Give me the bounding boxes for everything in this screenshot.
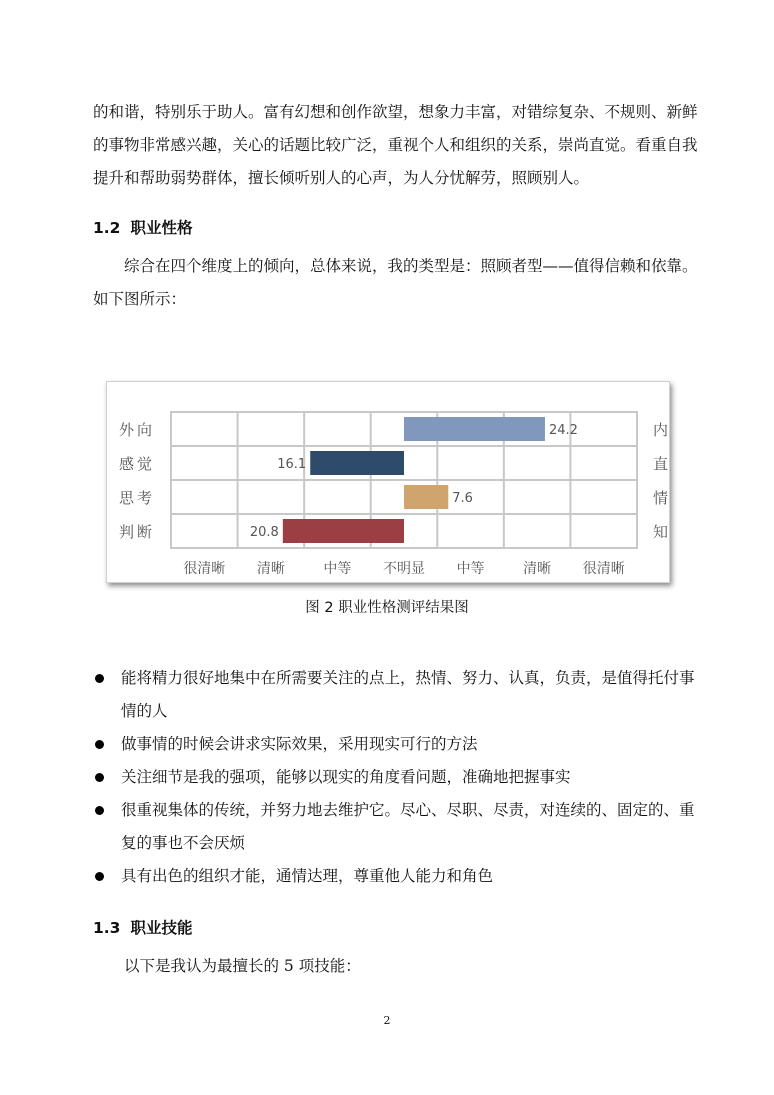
chart-right-category-label: 知 (653, 523, 669, 541)
chart-bar (283, 519, 404, 543)
chart-bar (404, 485, 448, 509)
chart-value-label: 24.2 (548, 423, 578, 438)
chart-x-tick-label: 清晰 (256, 561, 285, 577)
section-title: 职业技能 (130, 919, 193, 937)
chart-left-category-label: 外向 (119, 421, 156, 439)
chart-left-category-label: 思考 (119, 489, 156, 507)
chart-bar (404, 417, 545, 441)
chart-x-tick-label: 中等 (456, 561, 485, 577)
section-title: 职业性格 (130, 219, 193, 237)
section-number: 1.2 (93, 219, 121, 237)
skills-intro: 以下是我认为最擅长的 5 项技能： (124, 957, 361, 975)
section-number: 1.3 (93, 919, 121, 937)
page-number: 2 (383, 1014, 391, 1027)
summary-paragraph: 综合在四个维度上的倾向，总体来说，我的类型是：照顾者型——值得信赖和依靠。如下图所示： (93, 257, 698, 308)
bullet-item: 能将精力很好地集中在所需要关注的点上，热情、努力、认真，负责，是值得托付事情的人 (93, 662, 705, 728)
chart-x-tick-label: 很清晰 (183, 561, 226, 577)
personality-chart (106, 381, 670, 583)
trait-bullet-list (93, 662, 705, 893)
chart-left-category-label: 感觉 (119, 455, 156, 473)
chart-value-label: 16.1 (277, 457, 307, 472)
chart-x-tick-label: 清晰 (523, 561, 552, 577)
section-heading-1-2 (93, 216, 192, 238)
chart-left-category-label: 判断 (119, 523, 156, 541)
chart-value-label: 7.6 (452, 491, 473, 506)
bullet-item: 做事情的时候会讲求实际效果，采用现实可行的方法 (93, 728, 705, 761)
chart-value-label: 20.8 (249, 525, 279, 540)
bullet-item: 很重视集体的传统，并努力地去维护它。尽心、尽职、尽责，对连续的、固定的、重复的事也不会厌烦 (93, 794, 705, 860)
personality-chart-svg (107, 382, 669, 582)
figure-caption: 图 2 职业性格测评结果图 (305, 600, 469, 616)
bullet-item: 关注细节是我的强项，能够以现实的角度看问题，准确地把握事实 (93, 761, 705, 794)
chart-bar (310, 451, 404, 475)
chart-x-tick-label: 不明显 (383, 561, 425, 577)
chart-right-category-label: 直 (653, 455, 669, 473)
chart-right-category-label: 情 (653, 489, 669, 507)
intro-paragraph: 的和谐，特别乐于助人。富有幻想和创作欲望，想象力丰富，对错综复杂、不规则、新鲜的事物非常感兴趣，关心的话题比较广泛，重视个人和组织的关系，崇尚直觉。看重自我提升和帮助弱势群体，擅长倾听别人的心声，为人分忧解劳，照顾别人。 (93, 103, 698, 187)
section-heading-1-3 (93, 916, 192, 938)
bullet-item: 具有出色的组织才能，通情达理，尊重他人能力和角色 (93, 860, 705, 893)
chart-x-tick-label: 很清晰 (582, 561, 625, 577)
chart-right-category-label: 内 (653, 421, 669, 439)
chart-x-tick-label: 中等 (323, 561, 352, 577)
